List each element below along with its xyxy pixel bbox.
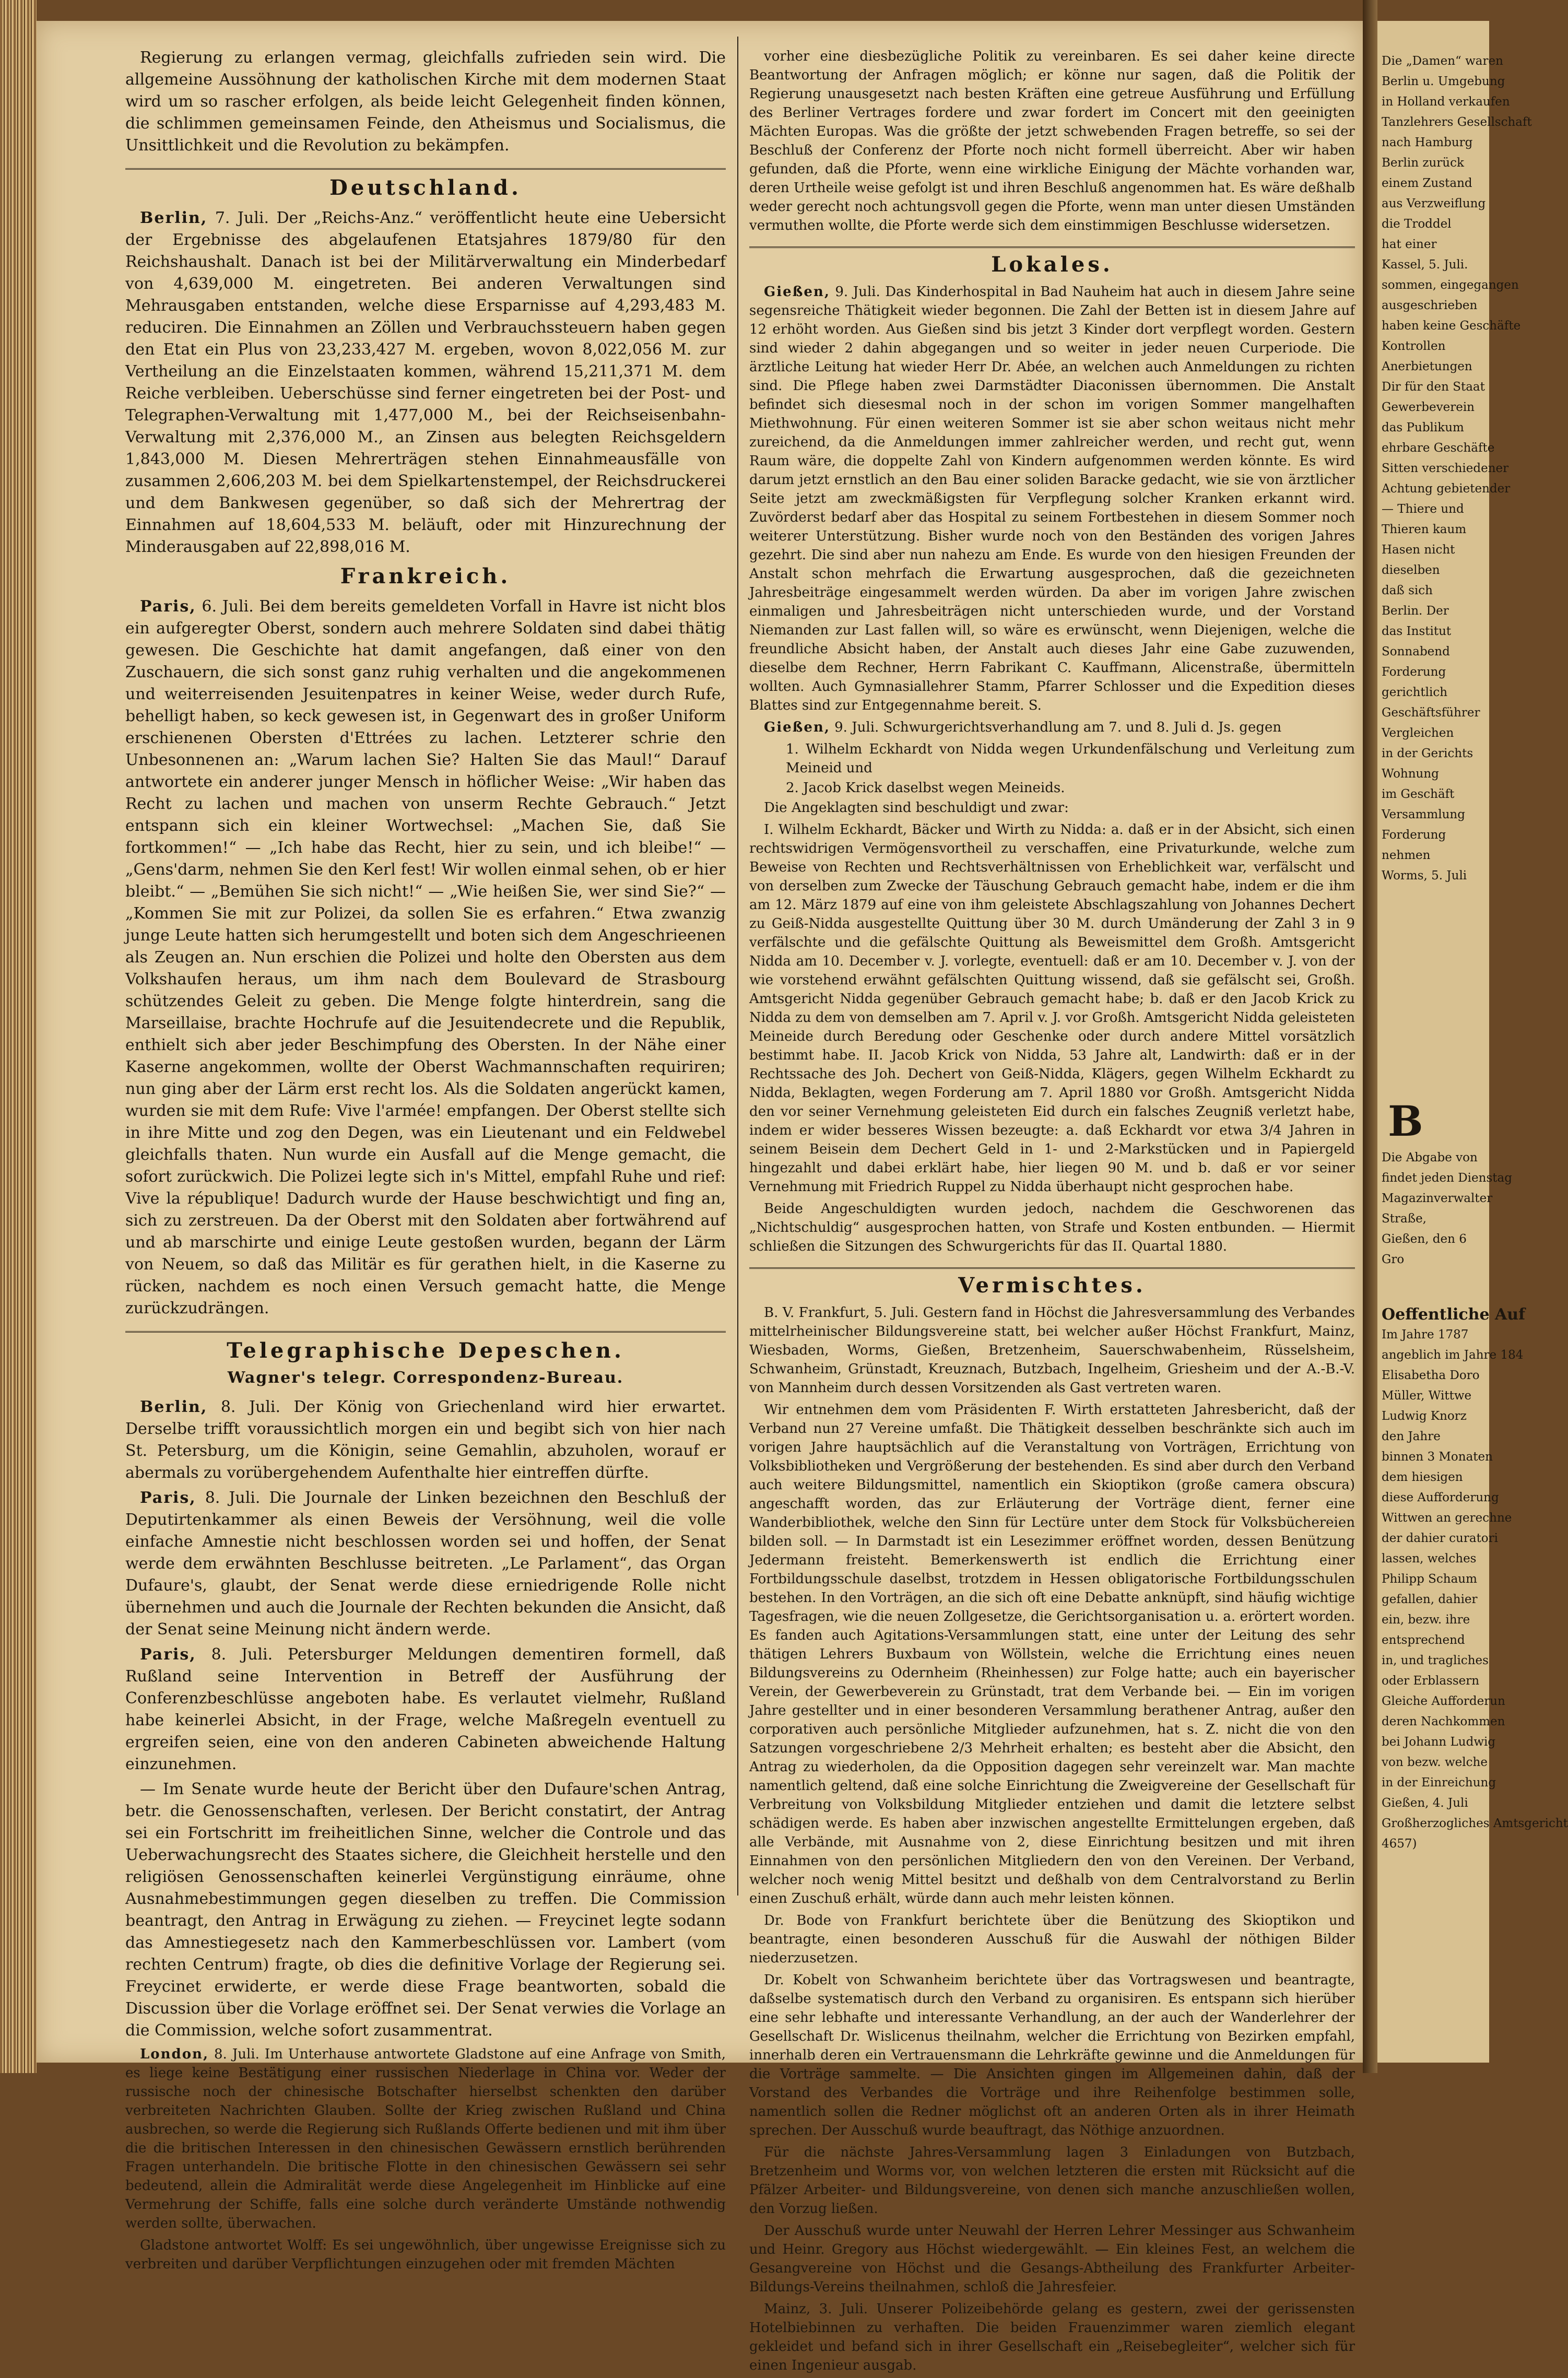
text-line: in der Gerichts xyxy=(1382,747,1473,760)
notice-heading: Oeffentliche Auf xyxy=(1382,1305,1525,1324)
text-line: ausgeschrieben xyxy=(1382,299,1478,312)
text-line: angeblich im Jahre 184 xyxy=(1382,1348,1524,1362)
text-line: sommen, eingegangen xyxy=(1382,278,1519,292)
text-line: das Publikum xyxy=(1382,421,1464,434)
text-line: Berlin. Der xyxy=(1382,604,1449,618)
right-column xyxy=(749,47,1355,2378)
dispatch-text: — Im Senate wurde heute der Bericht über den Dufaure'schen Antrag, betr. die Genossenschaften, verlesen. Der Bericht constatirt, der Antrag sei ein Fortschritt im freiheitlichen Sinne, welcher die Controle und das Ueberwachungsrecht des Staates sichere, die Gleichheit herstelle und den religiösen Genossenschaften keinerlei Vergünstigung einräume, ohne Ausnahmebestimmungen gegen dieselben zu treffen. Die Commission beantragt, den Antrag in Erwägung zu ziehen. — Freycinet legte sodann das Amnestiegesetz nach den Kammerbeschlüssen vor. Lambert (vom rechten Centrum) fragte, ob dies die definitive Vorlage der Regierung sei. Freycinet erwiderte, er werde diese Frage beantworten, sobald die Discussion über die Vorlage eröffnet sei. Der Senat verwies die Vorlage an die Commission, welche sofort zusammentrat. xyxy=(125,1780,726,2040)
dateline: Paris, xyxy=(140,597,196,616)
signature: S. xyxy=(1028,698,1042,713)
paragraph: Dr. Bode von Frankfurt berichtete über die Benützung des Skioptikon und beantragte, einen besonderen Ausschuß für die Auswahl der nöthigen Bilder niederzusetzen. xyxy=(749,1913,1355,1966)
dateline: Paris, xyxy=(140,1489,196,1507)
paragraph: B. V. Frankfurt, 5. Juli. Gestern fand in Höchst die Jahresversammlung des Verbandes mittelrheinischer Bildungsvereine statt, bei welcher außer Höchst Frankfurt, Mainz, Wiesbaden, Worms, Gießen, Bretzenheim, Sauerschwabenheim, Rüsselsheim, Schwanheim, Grünstadt, Kreuznach, Butzbach, Ingelheim, Griesheim und der A.-B.-V. von Mannheim durch dessen Vorsitzenden als Gast vertreten waren. xyxy=(749,1305,1355,1396)
dateline: Berlin, xyxy=(140,209,208,227)
text-line: Elisabetha Doro xyxy=(1382,1369,1480,1382)
dispatch xyxy=(125,1644,726,1775)
book-gutter xyxy=(1363,0,1377,2073)
text-line: die Troddel xyxy=(1382,217,1452,231)
text-line: Magazinverwalter xyxy=(1382,1192,1493,1205)
text-line: Dir für den Staat xyxy=(1382,380,1485,394)
text-line: der dahier curatori xyxy=(1382,1532,1499,1545)
paragraph: Mainz, 3. Juli. Unserer Polizeibehörde gelang es gestern, zwei der gerissensten Hotelbiebinnen zu verhaften. Die beiden Frauenzimmer waren ziemlich elegant gekleidet und befand sich in ihrer Gesellschaft ein „Reisebegleiter“, welcher sich für einen Ingenieur ausgab. xyxy=(749,2301,1355,2373)
text-line: Die „Damen“ waren xyxy=(1382,54,1503,68)
right-intro: vorher eine diesbezügliche Politik zu vereinbaren. Es sei daher keine directe Beantwortung der Anfragen möglich; er könne nur sagen, daß die Politik der Regierung unausgesetzt nach besten Kräften eine getreue Ausführung und Erfüllung des Berliner Vertrages fordere und zwar fordert im Concert mit den geeinigten Mächten Europas. Was die größte der jetzt schwebenden Fragen betreffe, so sei der Beschluß der Conferenz der Pforte noch nicht formell überreicht. Aber wir haben gefunden, daß die Pforte, wenn eine wirkliche Einigung der Mächte vorhanden war, deren Urtheile weise gefolgt ist und ihren Beschluß angenommen hat. Es wäre deßhalb weder gerecht noch achtungsvoll gegen die Pforte, wenn man unter diesen Umständen vermuthen wollte, die Pforte werde sich dem einstimmigen Beschlusse widersetzen. xyxy=(749,49,1355,233)
text-line: Kontrollen xyxy=(1382,339,1446,353)
text-line: Im Jahre 1787 xyxy=(1382,1328,1469,1341)
text-line: aus Verzweiflung xyxy=(1382,197,1486,210)
section-heading-deutschland: Deutschland. xyxy=(329,175,522,200)
left-column xyxy=(125,47,726,2277)
section-heading-frankreich: Frankreich. xyxy=(340,564,511,588)
text-line: ehrbare Geschäfte xyxy=(1382,441,1495,455)
dispatch xyxy=(125,1396,726,1484)
text-line: Kassel, 5. Juli. xyxy=(1382,258,1468,272)
article-text: 9. Juli. Schwurgerichtsverhandlung am 7. und 8. Juli d. Js. gegen xyxy=(834,720,1282,735)
text-line: Thieren kaum xyxy=(1382,523,1467,536)
text-line: Berlin u. Umgebung xyxy=(1382,75,1505,88)
text-line: deren Nachkommen xyxy=(1382,1715,1505,1728)
article-text: 7. Juli. Der „Reichs-Anz.“ veröffentlicht heute eine Uebersicht der Ergebnisse des abgelaufenen Etatsjahres 1879/80 für den Reichshaushalt. Danach ist bei der Militärverwaltung ein Minderbedarf von 4,639,000 M. eingetreten. Bei anderen Verwaltungen sind Mehrausgaben entstanden, welche diese Ersparnisse auf 4,293,483 M. reduciren. Die Einnahmen an Zöllen und Verbrauchssteuern haben gegen den Etat ein Plus von 23,233,427 M. ergeben, wovon 8,022,056 M. zur Vertheilung an die Einzelstaaten kommen, während 15,211,371 M. dem Reiche verbleiben. Ueberschüsse sind ferner eingetreten bei der Post- und Telegraphen-Verwaltung mit 1,477,000 M., bei der Reichseisenbahn-Verwaltung mit 2,376,000 M., an Zinsen aus belegten Reichsgeldern 1,843,000 M. Diesen Mehrerträgen stehen Einnahmeausfälle von zusammen 2,606,203 M. bei dem Spielkartenstempel, der Reichsdruckerei und dem Bankwesen gegenüber, so daß sich der Mehrertrag der Einnahmen auf 18,604,533 M. beläuft, oder mit Hinzurechnung der Minderausgaben auf 22,898,016 M. xyxy=(125,209,726,556)
trial-charges: I. Wilhelm Eckhardt, Bäcker und Wirth zu Nidda: a. daß er in der Absicht, sich einen rechtswidrigen Vermögensvortheil zu verschaffen, eine Privaturkunde, welche zum Beweise von Rechten und Rechtsverhältnissen von Erheblichkeit war, verfälscht und von derselben zum Zwecke der Täuschung Gebrauch gemacht habe, indem er die ihm am 12. März 1879 auf eine von ihm geleistete Abschlagszahlung von Johannes Dechert zu Geiß-Nidda ausgestellte Quittung über 30 M. durch Umänderung der Zahl 3 in 9 verfälschte und die gefälschte Quittung als Beweismittel dem Großh. Amtsgericht Nidda am 10. December v. J. vorlegte, eventuell: daß er am 10. December v. J. von der wie vorstehend erwähnt gefälschten Quittung wissend, daß sie gefälscht sei, Großh. Amtsgericht Nidda gegenüber Gebrauch gemacht habe; b. daß er den Jacob Krick zu Nidda zu dem von demselben am 7. April v. J. vor Großh. Amtsgericht Nidda geleisteten Meineide durch Beredung oder Geschenke oder durch andere Mittel vorsätzlich bestimmt habe. II. Jacob Krick von Nidda, 53 Jahre alt, Landwirth: daß er in der Rechtssache des Joh. Dechert von Geiß-Nidda, Klägers, gegen Wilhelm Eckhardt zu Nidda, Beklagten, wegen Forderung am 7. April 1880 vor Großh. Amtsgericht Nidda den vor seiner Vernehmung geleisteten Eid durch ein falsches Zeugniß verletzt habe, indem er wider besseres Wissen bezeugte: a. daß Eckhardt vor etwa 3/4 Jahren in seinem Beisein dem Dechert Geld in 1- und 2-Markstücken und in Papiergeld hingezahlt und dabei erklärt habe, hier liegen 90 M. und b. daß er vor seiner Vernehmung mit Friedrich Ruppel zu Nidda überhaupt nicht gesprochen habe. xyxy=(749,822,1355,1195)
text-line: den Jahre xyxy=(1382,1430,1441,1443)
text-line: findet jeden Dienstag xyxy=(1382,1171,1512,1185)
text-line: lassen, welches xyxy=(1382,1552,1477,1565)
dispatch-text: 8. Juli. Die Journale der Linken bezeichnen den Beschluß der Deputirtenkammer als einen Beweis der Versöhnung, weil die volle einfache Amnestie nicht beschlossen worden sei und hoffen, der Senat werde dem erwähnten Beschlusse beitreten. „Le Parlament“, das Organ Dufaure's, glaubt, der Senat werde diese erniedrigende Rolle nicht übernehmen und auch die Journale der Rechten bekunden die Ansicht, daß der Senat seine Meinung nicht ändern werde. xyxy=(125,1489,726,1639)
paragraph: Der Ausschuß wurde unter Neuwahl der Herren Lehrer Messinger aus Schwanheim und Heinr. Gregory aus Höchst wiedergewählt. — Ein kleines Fest, an welchem die Gesangvereine von Höchst und die Gesangs-Abtheilung des Frankfurter Arbeiter-Bildungs-Vereins theilnahmen, schloß die Jahresfeier. xyxy=(749,2223,1355,2295)
article-berlin xyxy=(125,207,726,558)
text-line: einem Zustand xyxy=(1382,176,1472,190)
dateline: Gießen, xyxy=(764,720,830,735)
text-line: Forderung xyxy=(1382,828,1446,842)
text-line: Sonnabend xyxy=(1382,645,1450,658)
paragraph: Für die nächste Jahres-Versammlung lagen 3 Einladungen von Butzbach, Bretzenheim und Worms vor, von welchen letzteren die ersten mit Rücksicht auf die Pfälzer Arbeiter- und Bildungsvereine, von denen sich manche anzuschließen wollen, den Vorzug ließen. xyxy=(749,2145,1355,2217)
text-line: Wohnung xyxy=(1382,767,1439,781)
page-edge-stack xyxy=(0,0,37,2073)
text-line: Müller, Wittwe xyxy=(1382,1389,1472,1403)
dispatch xyxy=(125,2236,726,2274)
text-line: dem hiesigen xyxy=(1382,1470,1463,1484)
paragraph: Dr. Kobelt von Schwanheim berichtete über das Vortragswesen und beantragte, daßselbe systematisch durch den Verband zu organisiren. Es entspann sich hierüber eine sehr lebhafte und interessante Verhandlung, an der auch der Wanderlehrer der Gesellschaft Dr. Wislicenus theilnahm, welcher die Errichtung von Bezirken empfahl, innerhalb deren ein Vertrauensmann die Lehrkräfte gewinne und die Anmeldungen für die Vorträge sammelte. — Die Ansichten gingen im Allgemeinen dahin, daß der Vorstand des Verbandes die Vorträge und ihre Reihenfolge bestimmen solle, namentlich sollen die Redner möglichst oft an anderen Orten als in ihrer Heimath sprechen. Der Ausschuß wurde beauftragt, das Nöthige anzuordnen. xyxy=(749,1972,1355,2138)
section-divider xyxy=(749,246,1355,248)
facing-page xyxy=(1377,21,1568,2063)
accused-list xyxy=(749,740,1355,797)
text-line: Versammlung xyxy=(1382,808,1465,821)
article-text: 9. Juli. Das Kinderhospital in Bad Nauheim hat auch in diesem Jahre seine segensreiche Thätigkeit wieder begonnen. Die Zahl der Betten ist in diesem Jahre auf 12 erhöht worden. Aus Gießen sind bis jetzt 3 Kinder dort verpflegt worden. Gestern sind wieder 2 dahin abgegangen und so weiter in jeder neuen Curperiode. Die ärztliche Leitung hat wieder Herr Dr. Abée, an welchen auch Anmeldungen zu richten sind. Die Pflege haben zwei Darmstädter Diaconissen übernommen. Die Anstalt befindet sich diesesmal noch in der schon im vorigen Sommer mangelhaften Miethwohnung. Für einen weiteren Sommer ist sie aber schon weitaus nicht mehr zureichend, da die Anmeldungen immer zahlreicher werden, und recht gut, wenn Raum wäre, die doppelte Zahl von Kindern aufgenommen werden könnte. Es wird darum jetzt ernstlich an den Bau einer soliden Baracke gedacht, wie sie von ärztlicher Seite jetzt am zweckmäßigsten für Verpflegung solcher Kranken erkannt wird. Zuvörderst bedarf aber das Hospital zu seinem Fortbestehen in diesem Sommer noch weiterer Unterstützung. Bisher wurde noch von den Beständen des vorigen Jahres gezehrt. Die sind aber nun nahezu am Ende. Es wurde von den hiesigen Freunden der Anstalt schon mehrfach die Erwartung ausgesprochen, daß die gezeichneten Jahresbeiträge eingesammelt werden würden. Da aber im vorigen Jahre zwischen einmaligen und Jahresbeiträgen nicht unterschieden wurde, und der Vorstand Niemanden zur Last fallen will, so wäre es erwünscht, wenn Diejenigen, welche die freundliche Absicht haben, der Anstalt auch dieses Jahr eine Gabe zuzuwenden, dieselbe dem Rechner, Herrn Fabrikant C. Kauffmann, Alicenstraße, übermitteln wollten. Auch Gymnasiallehrer Stamm, Pfarrer Schlosser und die Expedition dieses Blattes sind zur Entgegennahme bereit. xyxy=(749,284,1355,713)
text-line: Gießen, den 6 xyxy=(1382,1232,1467,1246)
text-line: nehmen xyxy=(1382,849,1431,862)
trial-intro: Die Angeklagten sind beschuldigt und zwar: xyxy=(764,800,1069,816)
text-line: entsprechend xyxy=(1382,1633,1465,1647)
text-line: Ludwig Knorz xyxy=(1382,1409,1467,1423)
text-line: das Institut xyxy=(1382,625,1452,638)
dispatch xyxy=(125,1779,726,2042)
dispatch-text: 8. Juli. Der König von Griechenland wird hier erwartet. Derselbe trifft voraussichtlich morgen ein und begibt sich von hier nach St. Petersburg, um die Königin, seine Gemahlin, abzuholen, worauf er abermals zu vorübergehendem Aufenthalte hier eintreffen dürfte. xyxy=(125,1398,726,1482)
text-line: in der Einreichung xyxy=(1382,1776,1496,1790)
text-line: gerichtlich xyxy=(1382,686,1448,699)
text-line: Die Abgabe von xyxy=(1382,1151,1478,1164)
text-line: hat einer xyxy=(1382,238,1437,251)
section-divider xyxy=(749,1267,1355,1269)
text-line: Großherzogliches Amtsgericht xyxy=(1382,1817,1568,1830)
dateline: London, xyxy=(140,2046,209,2062)
text-line: Berlin zurück xyxy=(1382,156,1464,170)
text-line: oder Erblassern xyxy=(1382,1674,1480,1688)
text-line: ein, bezw. ihre xyxy=(1382,1613,1470,1627)
paragraph: Wir entnehmen dem vom Präsidenten F. Wirth erstatteten Jahresbericht, daß der Verband nun 27 Vereine umfaßt. Die Thätigkeit desselben beschränkte sich auch im vorigen Jahre hauptsächlich auf die Veranstaltung von Vorträgen, Errichtung von Volksbibliotheken und Vergrößerung der bestehenden. Es sind aber durch den Verband auch weitere Bildungsmittel, namentlich ein Skioptikon (große camera obscura) angeschafft worden, das zur Erläuterung der Vorträge dient, ferner eine Wanderbibliothek, welche den Sinn für Lectüre unter dem Stock für Volksbüchereien bilden soll. — In Darmstadt ist ein Lesezimmer eröffnet worden, dessen Benützung Jedermann freisteht. Bemerkenswerth ist endlich die Errichtung einer Fortbildungsschule daselbst, trotzdem in Hessen obligatorische Fortbildungsschulen bestehen. In den Vorträgen, an die sich oft eine Debatte anknüpft, sind häufig wichtige Tagesfragen, wie die neuen Zollgesetze, die Gerichtsorganisation u. a. erörtert worden. Es fanden auch Agitations-Versammlungen statt, eine unter der Leitung des sehr thätigen Lehrers Buxbaum von Wöllstein, welche die Errichtung eines neuen Bildungsvereins zu Odernheim (Rheinhessen) zur Folge hatte; auch ein bayerischer Verein, der Gewerbeverein zu Grünstadt, trat dem Verbande bei. — Ein im vorigen Jahre gestellter und in einer besonderen Versammlung berathener Antrag, außer den corporativen auch persönliche Mitglieder aufzunehmen, hat s. Z. nicht die von den Satzungen vorgeschriebene 2/3 Mehrheit erhalten; es besteht aber die Absicht, den Antrag zu wiederholen, da die Opposition dagegen sehr vereinzelt war. Man machte namentlich geltend, daß eine solche Einrichtung die Zweigvereine der Gesellschaft für Verbreitung von Volksbildung Mitglieder entziehen und damit die letztere selbst schädigen werde. Es haben aber inzwischen angestellte Ermittelungen ergeben, daß alle Verbände, mit Ausnahme von 2, diese Einrichtung besitzen und mit ihren Einnahmen von den persönlichen Mitgliedern den von den Vereinen. Der Verband, welcher noch wenig Mittel besitzt und deßhalb von dem Centralvorstand zu Berlin einen Zuschuß erhält, würde dann auch mehr leisten können. xyxy=(749,1402,1355,1906)
text-line: Tanzlehrers Gesellschaft xyxy=(1382,115,1532,129)
text-line: daß sich xyxy=(1382,584,1433,597)
facing-notice-2 xyxy=(1382,1305,1568,1855)
column-rule xyxy=(737,37,738,1896)
dispatch xyxy=(125,2045,726,2233)
facing-notice xyxy=(1382,1149,1512,1271)
dispatch xyxy=(125,1487,726,1641)
dispatch-text: Gladstone antwortet Wolff: Es sei ungewöhnlich, über ungewisse Ereignisse sich zu verbreiten und darüber Verpflichtungen einzugehen oder mit fremden Mächten xyxy=(125,2238,726,2272)
newspaper-page xyxy=(37,21,1363,2373)
text-line: Vergleichen xyxy=(1382,726,1454,740)
list-item: 2. Jacob Krick daselbst wegen Meineids. xyxy=(786,780,1065,796)
article-trial xyxy=(749,718,1355,737)
text-line: Straße, xyxy=(1382,1212,1426,1226)
section-heading-lokales: Lokales. xyxy=(991,252,1113,277)
text-line: Forderung xyxy=(1382,665,1446,679)
article-text: 6. Juli. Bei dem bereits gemeldeten Vorfall in Havre ist nicht blos ein aufgeregter Oberst, sondern auch mehrere Soldaten sind dabei thätig gewesen. Die Geschichte hat damit angefangen, daß einer von den Zuschauern, die sich sonst ganz ruhig verhalten und die angekommenen und weiterreisenden Jesuitenpatres in keiner Weise, weder durch Rufe, behelligt haben, so keck gewesen ist, in Gegenwart des in großer Uniform erschienenen Obersten d'Ettrées zu lachen. Letzterer schrie den Unbesonnenen an: „Warum lachen Sie? Halten Sie das Maul!“ Darauf antwortete ein anderer junger Mensch in höflicher Weise: „Wir haben das Recht zu lachen und machen von unserm Rechte Gebrauch.“ Jetzt entspann sich ein kleiner Wortwechsel: „Machen Sie, daß Sie fortkommen!“ — „Ich habe das Recht, hier zu sein, und ich bleibe!“ — „Gens'darm, nehmen Sie den Kerl fest! Wir wollen einmal sehen, ob er hier bleibt.“ — „Bemühen Sie sich nicht!“ — „Wie heißen Sie, wer sind Sie?“ — „Kommen Sie mit zur Polizei, da sollen Sie es erfahren.“ Etwa zwanzig junge Leute hatten sich herumgestellt und boten sich dem Angeschrieenen als Zeugen an. Nun erschien die Polizei und holte den Obersten aus dem Volkshaufen heraus, um ihm nach dem Boulevard de Strasbourg schützendes Geleit zu geben. Die Menge folgte hinterdrein, sang die Marseillaise, brachte Hochrufe auf die Jesuitendecrete und die Republik, enthielt sich aber jeder Beschimpfung des Obersten. In der Nähe einer Kaserne angekommen, wollte der Oberst Wachmannschaften requiriren; nun ging aber der Lärm erst recht los. Als die Soldaten angerückt kamen, wurden sie mit dem Rufe: Vive l'armée! empfangen. Der Oberst stellte sich in ihre Mitte und zog den Degen, was ein Lieutenant und ein Feldwebel gleichfalls thaten. Nun wurde ein Ausfall auf die Menge gemacht, die sofort zurückwich. Die Polizei legte sich in's Mittel, empfahl Ruhe und rief: Vive la république! Dadurch wurde der Hause beschwichtigt und fing an, sich zu zerstreuen. Da der Oberst mit den Soldaten aber fortwährend auf und ab marschirte und einige Leute gestoßen wurden, begann der Lärm von Neuem, so daß das Militär es für gerathen hielt, in die Kaserne zu rücken, nachdem es noch einen Versuch gemacht hatte, die Menge zurückzudrängen. xyxy=(125,597,726,1317)
dateline: Berlin, xyxy=(140,1398,208,1416)
text-line: Gießen, 4. Juli xyxy=(1382,1796,1468,1810)
text-line: Sitten verschiedener xyxy=(1382,462,1509,475)
text-line: in Holland verkaufen xyxy=(1382,95,1510,109)
article-giessen xyxy=(749,282,1355,715)
text-line: nach Hamburg xyxy=(1382,136,1473,149)
text-line: gefallen, dahier xyxy=(1382,1593,1478,1606)
text-line: Anerbietungen xyxy=(1382,360,1472,373)
text-line: Hasen nicht xyxy=(1382,543,1455,557)
text-line: Geschäftsführer xyxy=(1382,706,1480,720)
text-line: diese Aufforderung xyxy=(1382,1491,1499,1504)
text-line: — Thiere und xyxy=(1382,502,1464,516)
dateline: Gießen, xyxy=(764,284,830,300)
text-line: dieselben xyxy=(1382,563,1440,577)
trial-verdict: Beide Angeschuldigten wurden jedoch, nachdem die Geschworenen das „Nichtschuldig“ ausgesprochen hatten, von Strafe und Kosten entbunden. — Hiermit schließen die Sitzungen des Schwurgerichts für das II. Quartal 1880. xyxy=(749,1201,1355,1254)
section-divider xyxy=(125,168,726,170)
text-line: Philipp Schaum xyxy=(1382,1572,1477,1586)
left-intro: Regierung zu erlangen vermag, gleichfalls zufrieden sein wird. Die allgemeine Aussöhnung der katholischen Kirche mit dem modernen Staat wird um so rascher erfolgen, als beide leicht Gelegenheit finden können, die schlimmen gemeinsamen Feinde, den Atheismus und Socialismus, die Unsittlichkeit und die Revolution zu bekämpfen. xyxy=(125,49,726,155)
text-line: Gewerbeverein xyxy=(1382,401,1475,414)
text-line: in, und tragliches xyxy=(1382,1654,1489,1667)
article-paris xyxy=(125,596,726,1320)
text-line: Gro xyxy=(1382,1253,1405,1266)
text-line: Wittwen an gerechne xyxy=(1382,1511,1512,1525)
text-line: Achtung gebietender xyxy=(1382,482,1511,496)
text-line: 4657) xyxy=(1382,1837,1417,1851)
text-line: Gleiche Aufforderun xyxy=(1382,1694,1505,1708)
list-item: 1. Wilhelm Eckhardt von Nidda wegen Urkundenfälschung und Verleitung zum Meineid und xyxy=(786,741,1355,776)
text-line: haben keine Geschäfte xyxy=(1382,319,1521,333)
text-line: von bezw. welche xyxy=(1382,1756,1488,1769)
dispatch-text: 8. Juli. Im Unterhause antwortete Gladstone auf eine Anfrage von Smith, es liege keine Bestätigung einer russischen Niederlage in China vor. Weder der russische noch der chinesische Botschafter hierselbst schenkten den darüber verbreiteten Nachrichten Glauben. Sollte der Krieg zwischen Rußland und China ausbrechen, so werde die Regierung sich Rußlands Offerte bedienen und mit ihm über die die britischen Interessen in den chinesischen Gewässern ernstlich berührenden Fragen unterhandeln. Die britische Flotte in den chinesischen Gewässern sei sehr bedeutend, allein die Admiralität werde diese Angelegenheit im Hinblicke auf eine Vermehrung der Schiffe, falls eine solche durch veränderte Umstände nothwendig werden sollte, überwachen. xyxy=(125,2046,726,2231)
text-line: im Geschäft xyxy=(1382,787,1455,801)
section-subheading: Wagner's telegr. Correspondenz-Bureau. xyxy=(227,1369,624,1387)
section-heading-vermischtes: Vermischtes. xyxy=(958,1273,1146,1298)
dateline: Paris, xyxy=(140,1645,196,1664)
text-line: Worms, 5. Juli xyxy=(1382,869,1467,882)
section-divider xyxy=(125,1331,726,1333)
facing-column-top xyxy=(1382,52,1532,887)
text-line: binnen 3 Monaten xyxy=(1382,1450,1493,1464)
section-heading-telegraphen: Telegraphische Depeschen. xyxy=(227,1338,624,1363)
dispatch-text: 8. Juli. Petersburger Meldungen dementiren formell, daß Rußland seine Intervention in Betreff der Ausführung der Conferenzbeschlüsse angeboten habe. Es verlautet vielmehr, Rußland habe keinerlei Absicht, in der Frage, welche Maßregeln eventuell zu ergreifen seien, eine von den anderen Cabineten abweichende Haltung einzunehmen. xyxy=(125,1645,726,1773)
facing-big-letter: B xyxy=(1388,1097,1423,1146)
text-line: bei Johann Ludwig xyxy=(1382,1735,1496,1749)
